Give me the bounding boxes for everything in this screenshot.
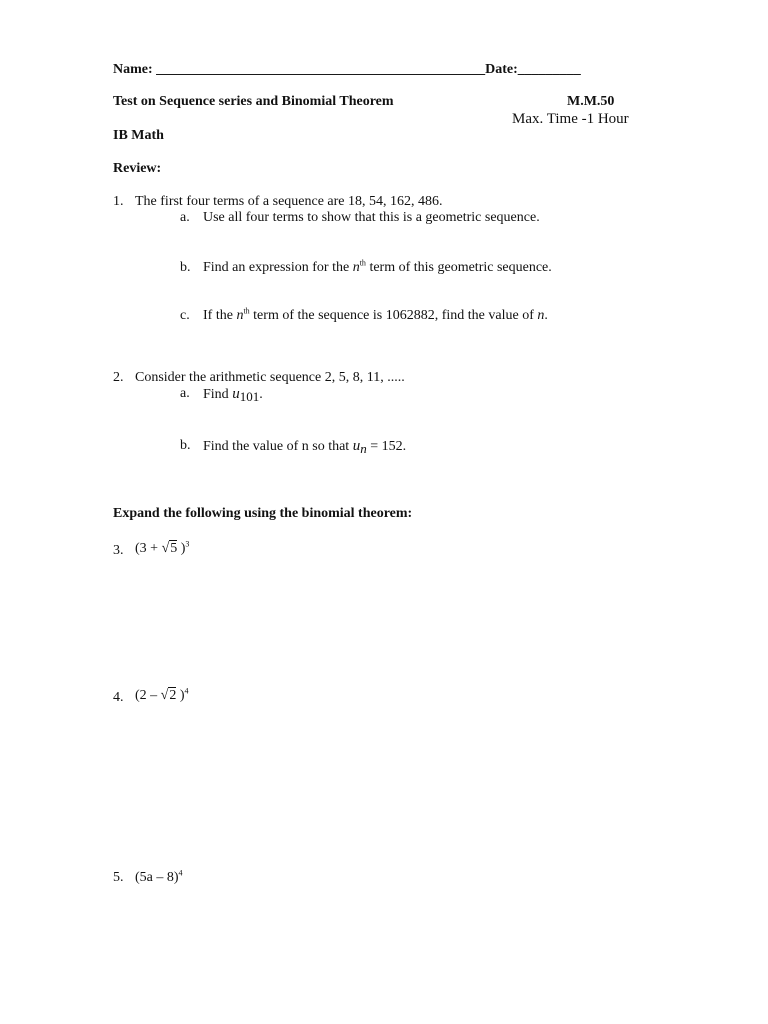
part-text: If the $n^{th}$ term of the sequence is 1062882, find the value of n. (203, 306, 548, 323)
max-time: Max. Time -1 Hour (512, 111, 629, 127)
test-title: Test on Sequence series and Binomial Theorem (113, 94, 394, 109)
question-number: 2. (113, 370, 124, 385)
binomial-expression: (3 + √5 )$^3$ (135, 539, 190, 556)
radical-sign: √ (161, 541, 170, 556)
radical-sign: √ (160, 688, 169, 703)
review-heading: Review: (113, 161, 162, 176)
part-label: b. (180, 260, 191, 275)
question-number: 5. (113, 870, 124, 885)
part-text: Find u101. (203, 386, 263, 404)
part-text: Find an expression for the $n^{th}$ term of this geometric sequence. (203, 258, 552, 275)
subject-label: IB Math (113, 128, 164, 143)
max-marks: M.M.50 (567, 94, 615, 109)
question-number: 3. (113, 543, 124, 558)
part-label: a. (180, 386, 190, 401)
section-heading: Expand the following using the binomial theorem: (113, 506, 413, 521)
name-label: Name: _______________________________________________ (113, 62, 486, 77)
part-text: Find the value of n so that un = 152. (203, 438, 407, 456)
question-stem: Consider the arithmetic sequence 2, 5, 8, 11, ..... (135, 370, 405, 385)
part-label: a. (180, 210, 190, 225)
binomial-expression: (2 – √2 )$^4$ (135, 686, 189, 703)
question-number: 4. (113, 690, 124, 705)
name-field-label (113, 62, 581, 78)
part-label: b. (180, 438, 191, 453)
part-label: c. (180, 308, 190, 323)
part-text: Use all four terms to show that this is a geometric sequence. (203, 210, 540, 225)
date-label: Date:_________ (485, 62, 581, 77)
question-number: 1. (113, 194, 124, 209)
binomial-expression: (5a – 8)$^4$ (135, 868, 183, 885)
question-stem: The first four terms of a sequence are 18, 54, 162, 486. (135, 194, 443, 209)
